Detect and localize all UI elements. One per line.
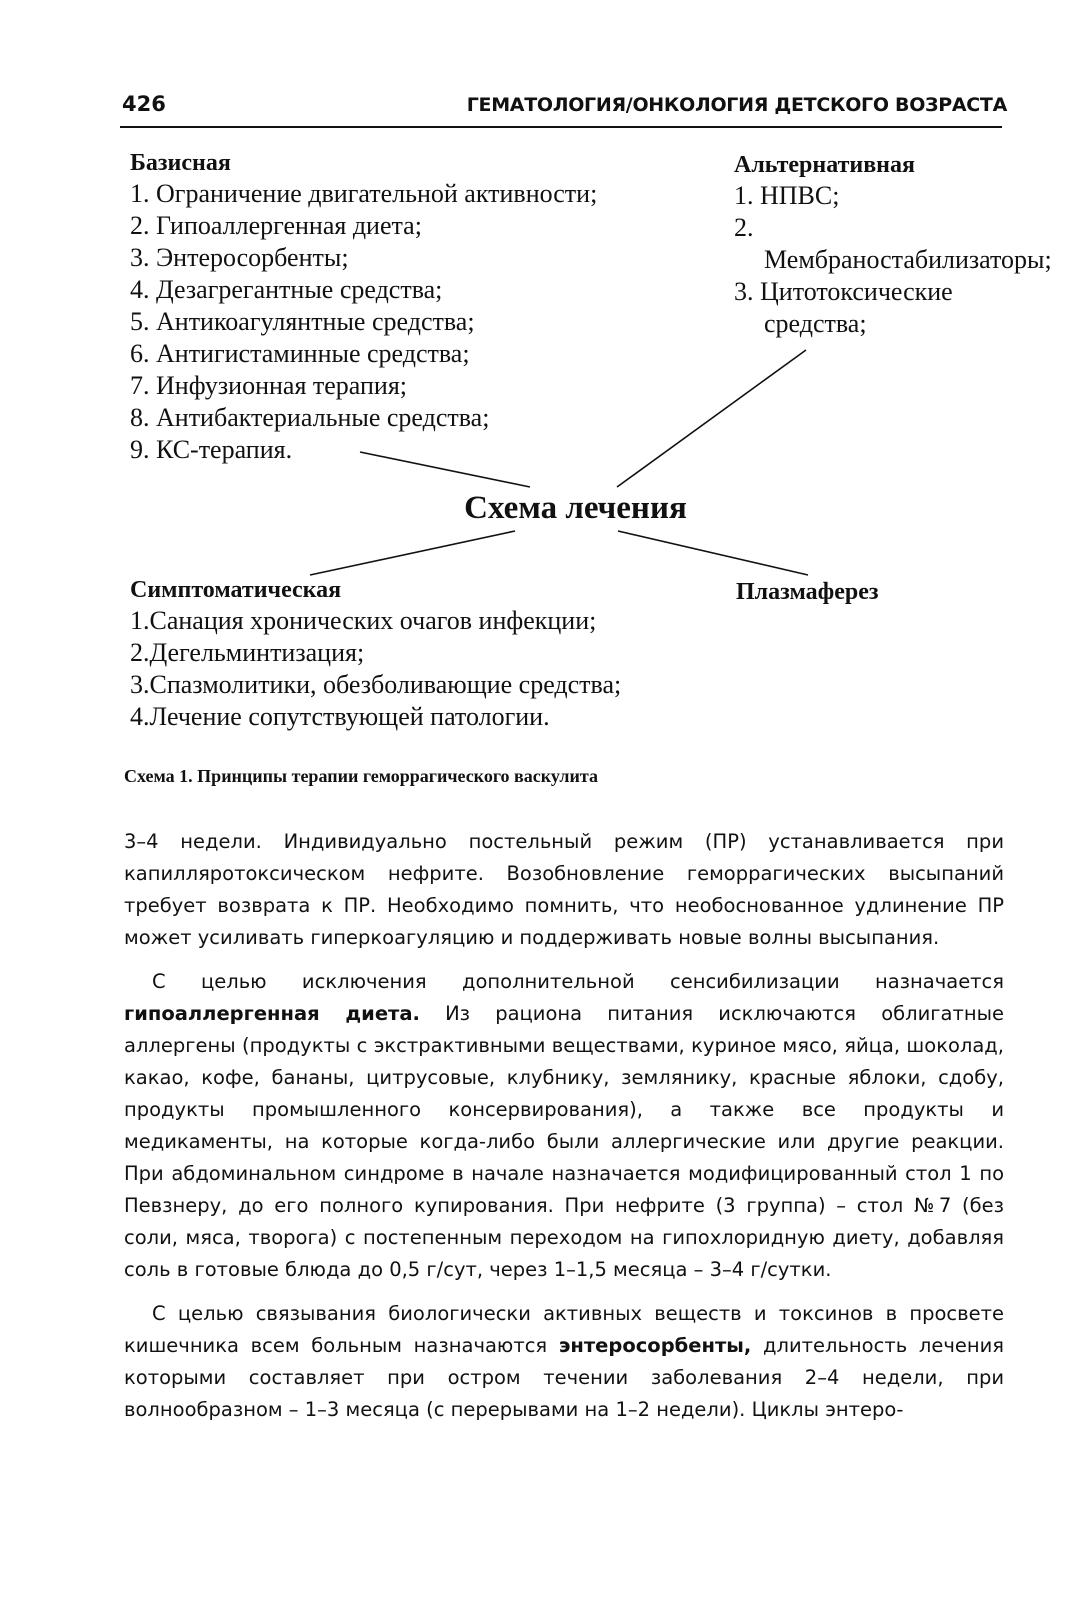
list-item: 1.Санация хронических очагов инфекции;	[130, 606, 597, 635]
bold-term: энтеросорбенты,	[558, 1334, 752, 1357]
paragraph: 3–4 недели. Индивидуально постельный режим (ПР) устанавливается при капилляротоксическом нефрите. Возобновление геморрагических высыпаний требует возврата к ПР. Необходимо помнить, что необоснованное удлинение ПР может усиливать гиперкоагуляцию и поддерживать новые волны высыпания.	[124, 830, 1004, 949]
text-run: С целью исключения дополнительной сенсибилизации назначается	[152, 970, 1004, 993]
scheme-alternative-block	[734, 150, 1052, 340]
scheme-basic-block	[130, 148, 597, 466]
list-item: 3.Спазмолитики, обезболивающие средства;	[130, 670, 622, 699]
paragraph	[124, 966, 1004, 1286]
header-rule	[120, 126, 1002, 128]
list-item: 1. Ограничение двигательной активности;	[130, 179, 598, 208]
figure-caption: Схема 1. Принципы терапии геморрагического васкулита	[124, 766, 598, 786]
connector-symptomatic	[310, 531, 515, 575]
list-item: 1. НПВС;	[734, 181, 840, 210]
symptomatic-list	[130, 605, 621, 733]
list-item: 2. Мембраностабилизаторы;	[734, 213, 1052, 274]
bold-term: гипоаллергенная диета.	[124, 1002, 420, 1025]
list-item: 5. Антикоагулянтные средства;	[130, 307, 475, 336]
list-item: 8. Антибактериальные средства;	[130, 403, 490, 432]
symptomatic-title: Симптоматическая	[130, 577, 342, 603]
scheme-plasmapheresis-block	[736, 577, 879, 607]
paragraph	[124, 1298, 1004, 1426]
scheme-center-title: Схема лечения	[464, 490, 687, 526]
list-item: 3. Цитотоксические средства;	[734, 277, 953, 338]
alternative-title: Альтернативная	[734, 152, 915, 178]
list-item: 4.Лечение сопутствующей патологии.	[130, 702, 550, 731]
text-run: длительность лечения которыми составляет при остром течении заболевания 2–4 недели, при волнообразном – 1–3 месяца (с перерывами на 1–2 недели). Циклы энтеро-	[124, 1334, 1004, 1421]
list-item: 9. КС-терапия.	[130, 435, 293, 464]
connector-alternative	[617, 350, 806, 487]
list-item: 7. Инфузионная терапия;	[130, 371, 408, 400]
alternative-list	[734, 180, 1052, 340]
list-item: 2. Гипоаллергенная диета;	[130, 211, 422, 240]
list-item: 4. Дезагрегантные средства;	[130, 275, 443, 304]
connector-plasmapheresis	[618, 531, 808, 575]
scheme-symptomatic-block	[130, 575, 621, 733]
list-item: 6. Антигистаминные средства;	[130, 339, 470, 368]
body-text	[124, 826, 1004, 1438]
running-title: ГЕМАТОЛОГИЯ/ОНКОЛОГИЯ ДЕТСКОГО ВОЗРАСТА	[466, 94, 1007, 116]
text-run: Из рациона питания исключаются облигатные аллергены (продукты с экстрактивными веществами, куриное мясо, яйца, шоколад, какао, кофе, бананы, цитрусовые, клубнику, землянику, красные яблоки, сдобу, продукты промышленного консервирования), а также все продукты и медикаменты, на которые когда-либо были аллергические или другие реакции. При абдоминальном синдроме в начале назначается модифицированный стол 1 по Певзнеру, до его полного купирования. При нефрите (3 группа) – стол №7 (без соли, мяса, творога) с постепенным переходом на гипохлоридную диету, добавляя соль в готовые блюда до 0,5 г/сут, через 1–1,5 месяца – 3–4 г/сутки.	[124, 1002, 1004, 1281]
list-item: 2.Дегельминтизация;	[130, 638, 365, 667]
plasmapheresis-title: Плазмаферез	[736, 579, 879, 605]
basic-title: Базисная	[130, 150, 231, 176]
text-run: С целью связывания биологически активных веществ и токсинов в просвете кишечника всем больным назначаются	[124, 1302, 1004, 1357]
basic-list	[130, 178, 597, 466]
list-item: 3. Энтеросорбенты;	[130, 243, 349, 272]
page-number: 426	[122, 92, 166, 116]
